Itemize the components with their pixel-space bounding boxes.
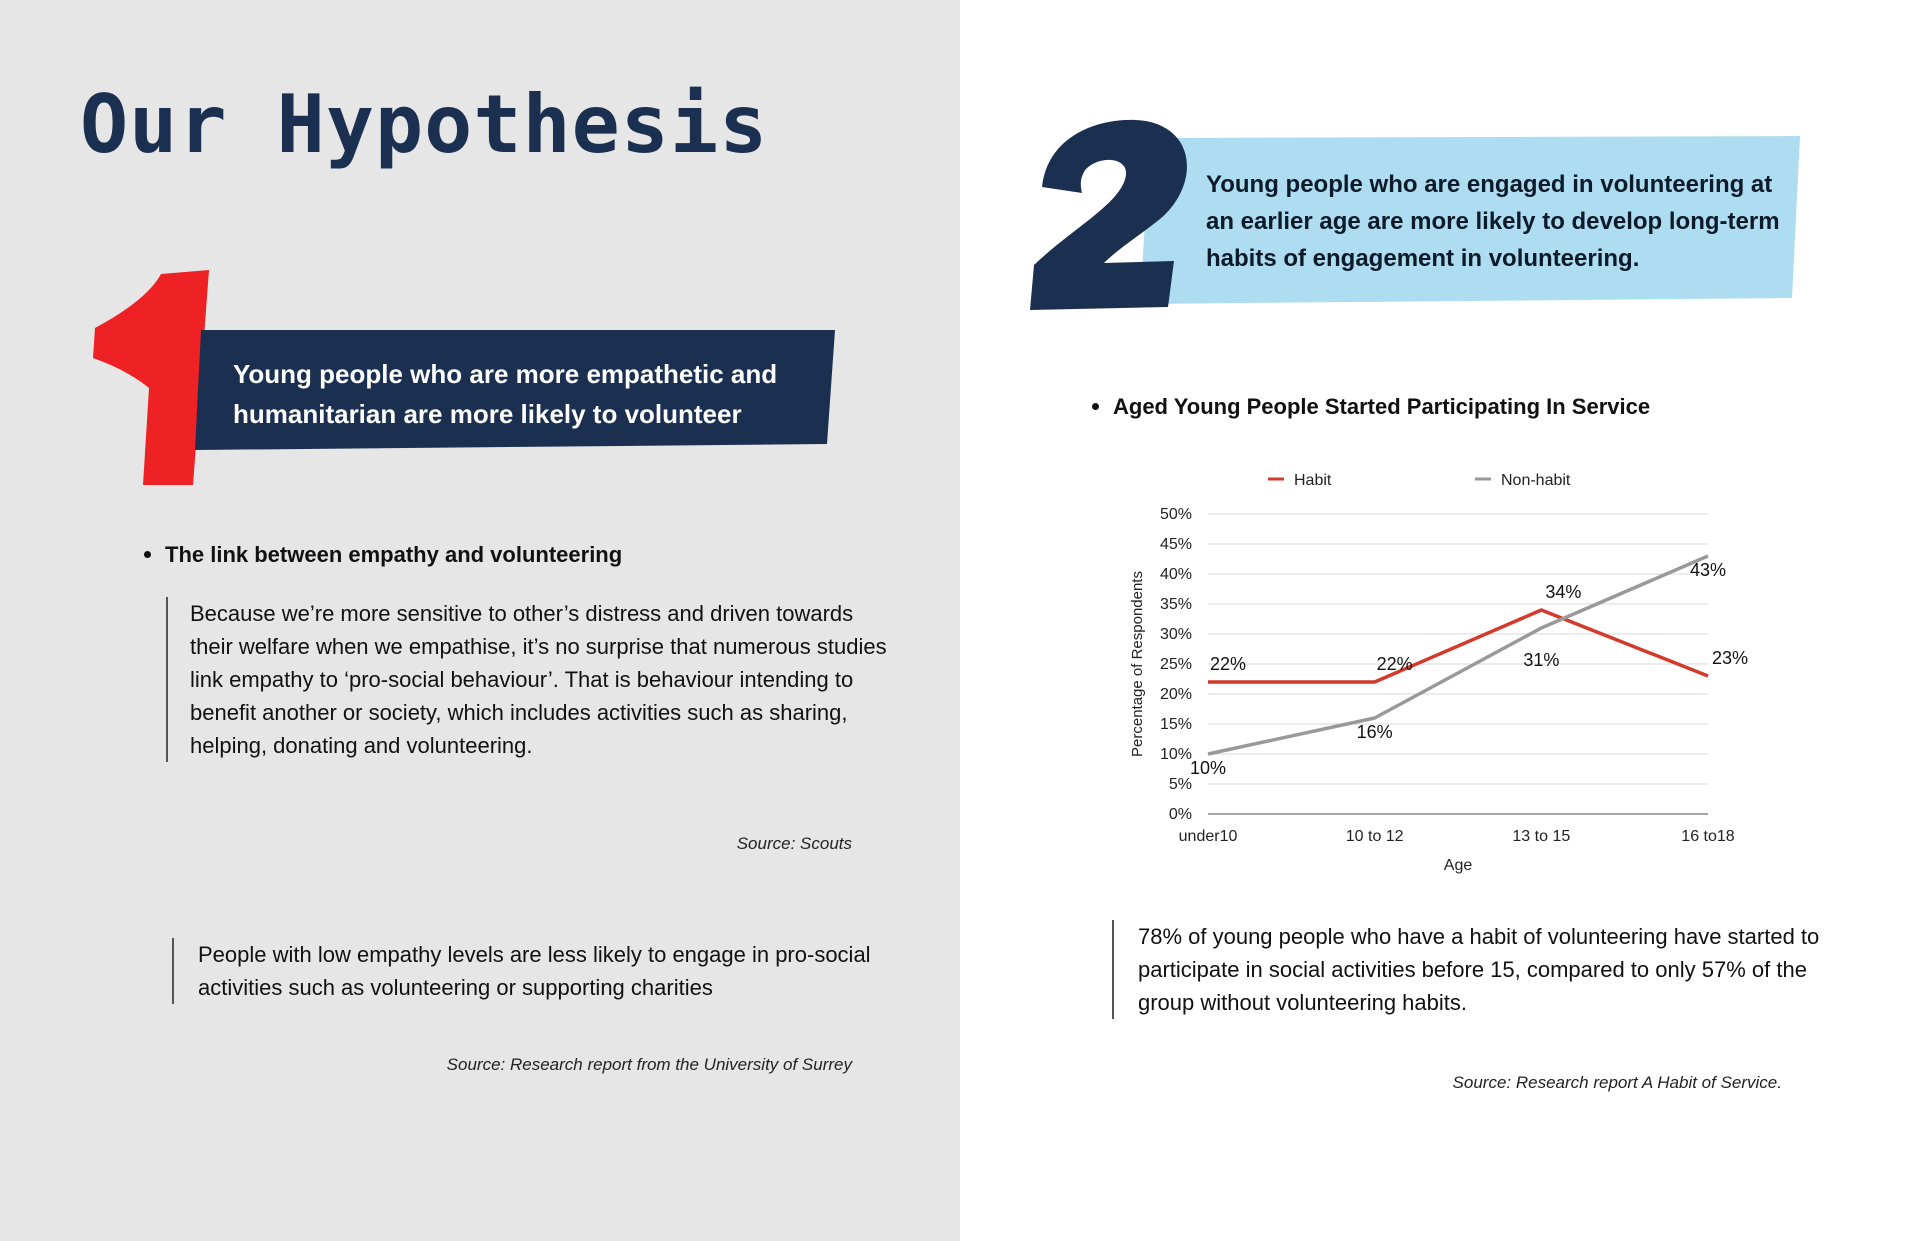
chart-bullet-text: Aged Young People Started Participating In Service — [1113, 394, 1651, 419]
data-label: 34% — [1545, 582, 1582, 602]
surrey-source: Source: Research report from the University of Surrey — [446, 1055, 852, 1074]
chart-bullet — [1092, 394, 1650, 420]
data-label: 22% — [1376, 654, 1413, 674]
hypothesis-2-statement: Young people who are engaged in volunteering at an earlier age are more likely to develop long-term habits of engagement in volunteering. — [1206, 171, 1780, 272]
page-title: Our Hypothesis — [80, 78, 769, 171]
y-tick-label: 20% — [1159, 686, 1192, 703]
habit-quote — [1112, 920, 1828, 1019]
empathy-bullet — [144, 542, 622, 568]
x-axis-label: Age — [1443, 857, 1473, 874]
y-tick-label: 35% — [1159, 596, 1192, 613]
y-tick-label: 45% — [1159, 536, 1192, 553]
y-tick-label: 5% — [1168, 776, 1192, 793]
hypothesis-2-number-graphic — [1028, 115, 1193, 310]
y-tick-label: 15% — [1159, 716, 1192, 733]
low-empathy-quote — [172, 938, 898, 1004]
data-label: 16% — [1356, 722, 1393, 742]
legend-label: Habit — [1294, 472, 1332, 489]
scouts-source: Source: Scouts — [736, 834, 852, 853]
empathy-quote — [166, 597, 890, 762]
legend-label: Non-habit — [1501, 472, 1571, 489]
hypothesis-1-banner — [195, 330, 835, 454]
data-label: 43% — [1689, 560, 1727, 580]
data-label: 23% — [1711, 648, 1749, 668]
data-label: 10% — [1189, 758, 1227, 778]
y-axis-label: Percentage of Respondents — [1129, 571, 1146, 757]
y-tick-label: 10% — [1159, 746, 1192, 763]
low-empathy-quote-text: People with low empathy levels are less likely to engage in pro-social activities such as volunteering or supporting charities — [198, 942, 871, 1000]
bullet-dot — [144, 551, 151, 558]
empathy-bullet-text: The link between empathy and volunteering — [165, 542, 623, 567]
y-tick-label: 30% — [1159, 626, 1192, 643]
line-chart — [1118, 458, 1818, 888]
habit-quote-text: 78% of young people who have a habit of volunteering have started to participate in social activities before 15, compared to only 57% of the group without volunteering habits. — [1138, 924, 1820, 1015]
hypothesis-1-statement: Young people who are more empathetic and humanitarian are more likely to volunteer — [233, 359, 778, 429]
data-label: 22% — [1209, 654, 1247, 674]
empathy-quote-text: Because we’re more sensitive to other’s distress and driven towards their welfare when we empathise, it’s no surprise that numerous studies link empathy to ‘pro-social behaviour’. That is behaviour intending to benefit another or society, which includes activities such as sharing, helping, donating and volunteering. — [190, 601, 887, 758]
x-tick-label: 16 to18 — [1681, 828, 1735, 845]
y-tick-label: 40% — [1159, 566, 1192, 583]
x-tick-label: 10 to 12 — [1345, 828, 1404, 845]
bullet-dot — [1092, 403, 1099, 410]
x-tick-label: 13 to 15 — [1512, 828, 1571, 845]
y-tick-label: 50% — [1159, 506, 1192, 523]
data-label: 31% — [1523, 650, 1560, 670]
y-tick-label: 0% — [1168, 806, 1192, 823]
hypothesis-2-banner — [1140, 136, 1800, 304]
x-tick-label: under10 — [1178, 828, 1238, 845]
habit-source: Source: Research report A Habit of Service. — [1452, 1073, 1782, 1092]
y-tick-label: 25% — [1159, 656, 1192, 673]
